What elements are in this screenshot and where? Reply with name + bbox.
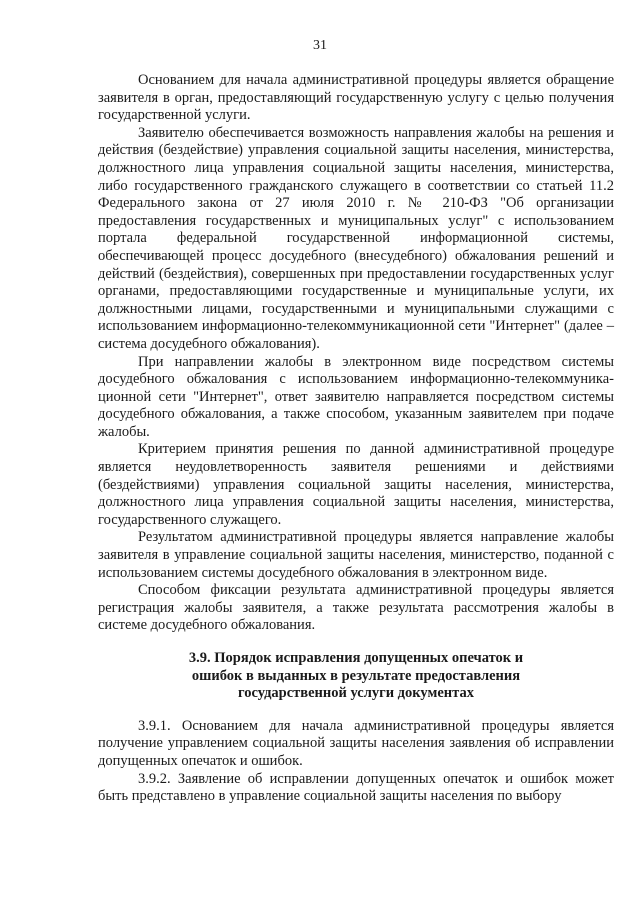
paragraph-procedure-basis: Основанием для начала административной процедуры является обращение заявителя в орган, предоставляющий государственную услугу с целью получения государственной услуги. <box>98 72 614 124</box>
section-heading-line: 3.9. Порядок исправления допущенных опечаток и <box>188 650 524 666</box>
paragraph-3-9-2: 3.9.2. Заявление об исправлении допущенных опечаток и ошибок может быть представлено в управление социальной защиты населения по выбору <box>98 770 614 805</box>
paragraph-procedure-result: Результатом административной процедуры является направление жалобы заявителя в управление социальной защиты населения, министерство, поданной с использованием системы досудебного обжалования в электронном виде. <box>98 529 614 581</box>
section-heading-line: государственной услуги документах <box>238 685 474 702</box>
paragraph-decision-criterion: Критерием принятия решения по данной административной процедуре является неудовлетворенность заявителя решениями и действиями (бездействиями) управления социальной защиты населения, министерства, должностного лица управления социальной защиты населения, министерства, государственного служащего. <box>98 441 614 528</box>
paragraph-complaint-right: Заявителю обеспечивается возможность направления жалобы на решения и действия (бездействие) управления социальной защиты населения, министерства, должностного лица управления социальной защиты населения, министерства, либо государственного гражданского служащего в соответствии со статьей 11.2 Федерального закона от 27 июля 2010 г. № 210-ФЗ "Об организации предоставления государственных и муниципальных услуг" с использованием портала федеральной государственной информационной системы, обеспечивающей процесс досудебного (внесудебного) обжалования решений и действий (бездействия), совершенных при предоставлении государственных услуг органами, предоставляющими государственные и муниципальные услуги, их должностными лицами, государственными и муниципальными служащими с использованием информационно-телекоммуникационной сети "Интернет" (далее – система досудебного обжалования). <box>98 124 614 352</box>
page-number: 31 <box>313 38 327 53</box>
document-body <box>98 72 614 806</box>
section-heading-line: ошибок в выданных в результате предоставления <box>191 667 521 684</box>
paragraph-result-fixation: Способом фиксации результата административной процедуры является регистрация жалобы заявителя, а также результата рассмотрения жалобы в системе досудебного обжалования. <box>98 582 614 634</box>
section-heading <box>98 650 614 703</box>
paragraph-3-9-1: 3.9.1. Основанием для начала административной процедуры является получение управлением социальной защиты населения заявления об исправлении допущенных опечаток и ошибок. <box>98 717 614 769</box>
paragraph-electronic-complaint: При направлении жалобы в электронном виде посредством системы досудебного обжалования с использованием информационно-телекоммуникационной сети "Интернет", ответ заявителю направляется посредством системы досудебного обжалования, а также способом, указанным заявителем при подаче жалобы. <box>98 353 614 440</box>
